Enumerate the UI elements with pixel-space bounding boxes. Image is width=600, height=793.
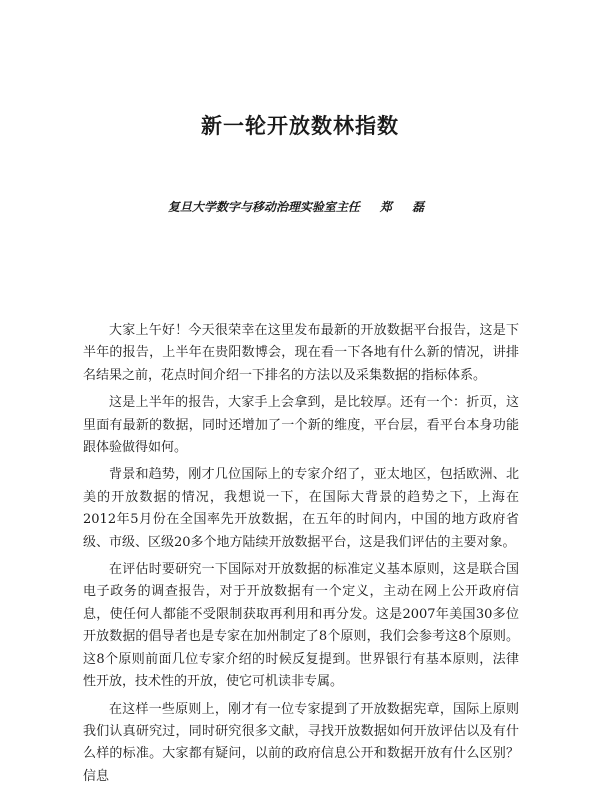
paragraph: 在评估时要研究一下国际对开放数据的标准定义基本原则，这是联合国电子政务的调查报告，对于开放数据有一个定义，主动在网上公开政府信息，使任何人都能不受限制获取再利用和再分发。这是2007年美国30多位开放数据的倡导者也是专家在加州制定了8个原则，我们会参考这8个原则。这8个原则前面几位专家介绍的时候反复提到。世界银行有基本原则，法律性开放，技术性的开放，使它可机读非专属。: [83, 562, 519, 690]
paragraph: 背景和趋势，刚才几位国际上的专家介绍了，亚太地区，包括欧洲、北美的开放数据的情况，我想说一下，在国际大背景的趋势之下，上海在2012年5月份在全国率先开放数据，在五年的时间内，中国的地方政府省级、市级、区级20多个地方陆续开放数据平台，这是我们评估的主要对象。: [83, 467, 519, 550]
paragraph: 大家上午好！今天很荣幸在这里发布最新的开放数据平台报告，这是下半年的报告，上半年在贵阳数博会，现在看一下各地有什么新的情况，讲排名结果之前，花点时间介绍一下排名的方法以及采集数据的指标体系。: [83, 323, 519, 383]
paragraph: 这是上半年的报告，大家手上会拿到，是比较厚。还有一个：折页，这里面有最新的数据，同时还增加了一个新的维度，平台层，看平台本身功能跟体验做得如何。: [83, 395, 519, 456]
paragraph: 在这样一些原则上，刚才有一位专家提到了开放数据宪章，国际上原则我们认真研究过，同时研究很多文献，寻找开放数据如何开放评估以及有什么样的标准。大家都有疑问，以前的政府信息公开和数据开放有什么区别？信息: [83, 701, 519, 784]
article-body: [83, 320, 519, 793]
byline: [0, 198, 600, 215]
author-name: 郑 磊: [379, 200, 433, 214]
author-affiliation: 复旦大学数字与移动治理实验室主任: [167, 200, 360, 214]
page-title: 新一轮开放数林指数: [201, 114, 399, 138]
